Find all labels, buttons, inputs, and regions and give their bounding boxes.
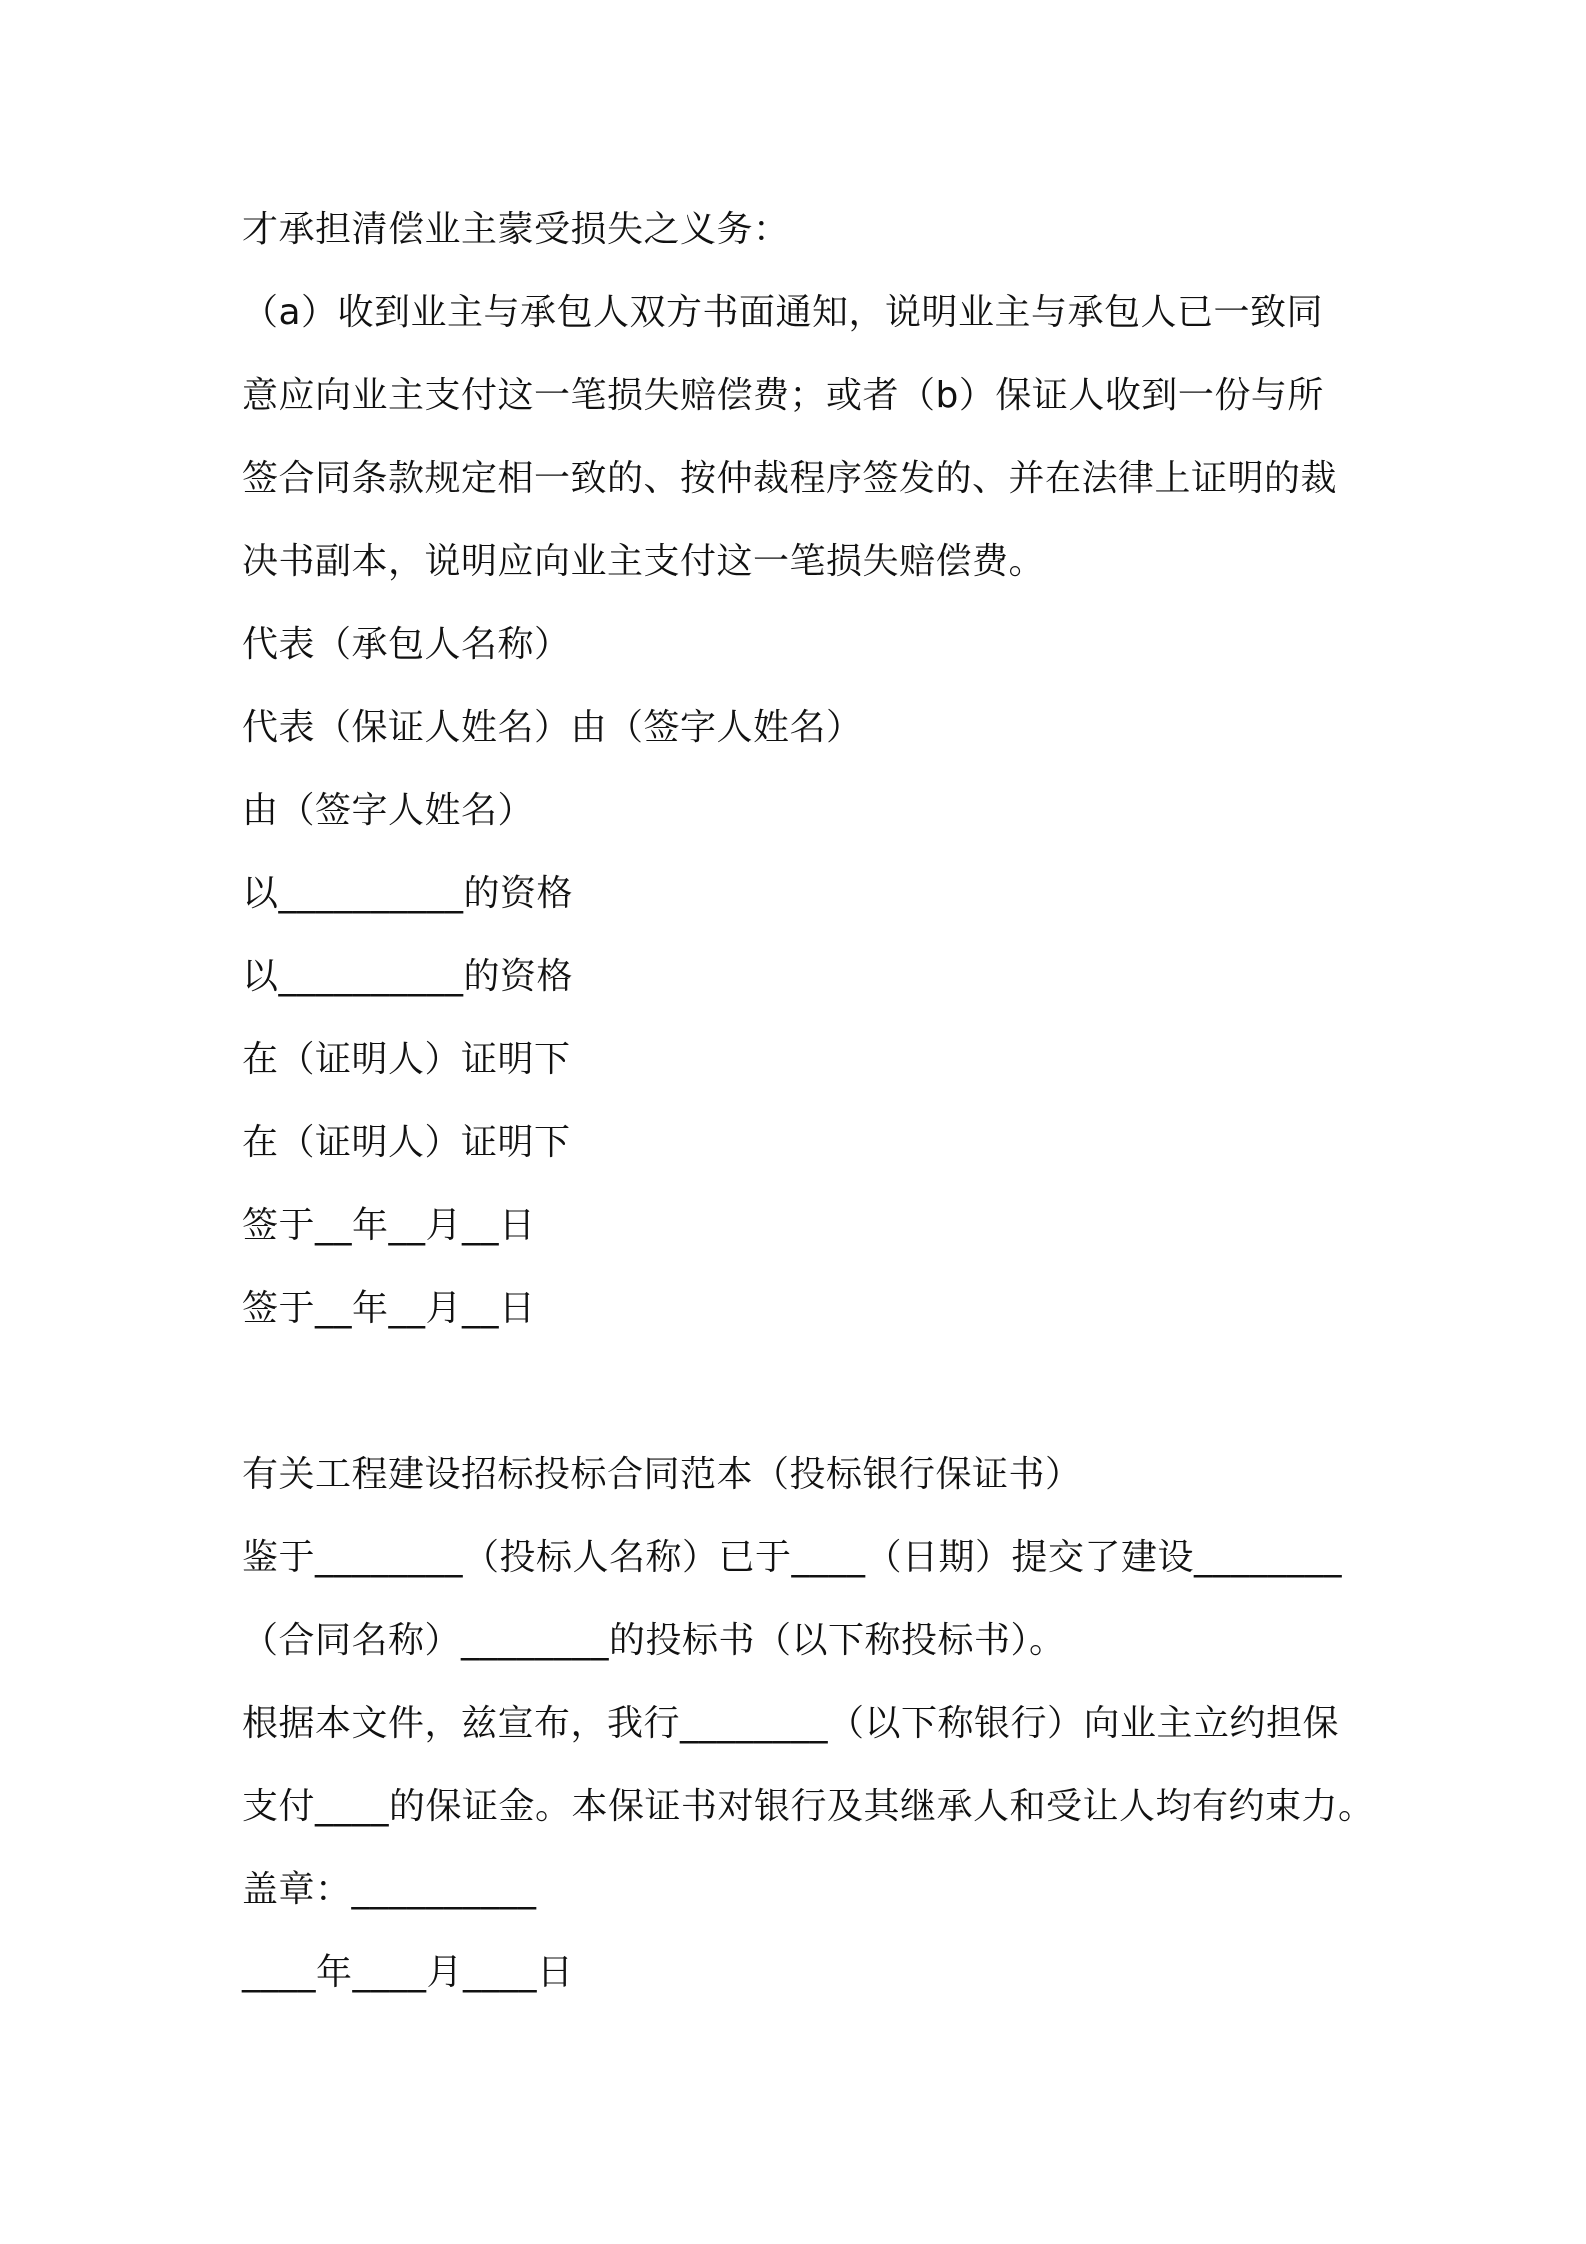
text-line: （a）收到业主与承包人双方书面通知，说明业主与承包人已一致同 — [242, 292, 1324, 333]
text-line: 在（证明人）证明下 — [242, 1039, 571, 1080]
text-line: 意应向业主支付这一笔损失赔偿费；或者（b）保证人收到一份与所 — [242, 375, 1324, 416]
text-line: 盖章：__________ — [242, 1869, 537, 1910]
text-line: 由（签字人姓名） — [242, 790, 535, 831]
text-line: 支付____的保证金。本保证书对银行及其继承人和受让人均有约束力。 — [242, 1786, 1375, 1827]
text-line: 签于__年__月__日 — [242, 1205, 536, 1246]
text-line: 代表（保证人姓名）由（签字人姓名） — [242, 707, 863, 748]
text-line: 签于__年__月__日 — [242, 1288, 536, 1329]
text-line: 代表（承包人名称） — [242, 624, 571, 665]
text-line: 才承担清偿业主蒙受损失之义务： — [242, 209, 790, 250]
text-line: 签合同条款规定相一致的、按仲裁程序签发的、并在法律上证明的裁 — [242, 458, 1338, 499]
text-line: ____年____月____日 — [242, 1952, 574, 1993]
text-line: 根据本文件，兹宣布，我行________（以下称银行）向业主立约担保 — [242, 1703, 1340, 1744]
section-heading: 有关工程建设招标投标合同范本（投标银行保证书） — [242, 1454, 1082, 1495]
text-line: 以__________的资格 — [242, 956, 574, 997]
text-line: 在（证明人）证明下 — [242, 1122, 571, 1163]
text-line: 鉴于________（投标人名称）已于____（日期）提交了建设________ — [242, 1537, 1343, 1578]
text-line: 以__________的资格 — [242, 873, 574, 914]
text-line: 决书副本，说明应向业主支付这一笔损失赔偿费。 — [242, 541, 1046, 582]
text-line: （合同名称）________的投标书（以下称投标书）。 — [242, 1620, 1066, 1661]
